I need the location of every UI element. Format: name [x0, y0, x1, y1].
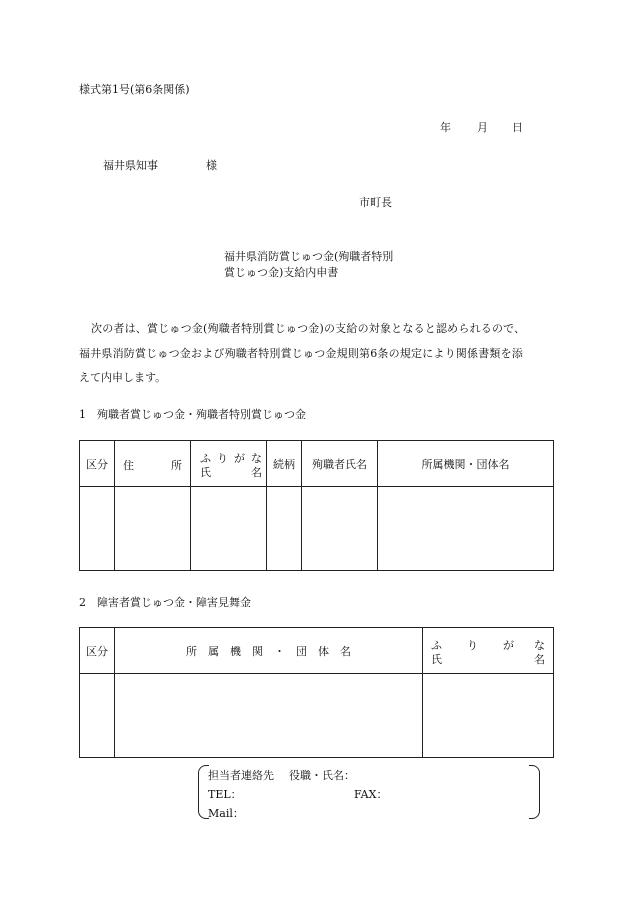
section2-table [79, 627, 554, 758]
section2-entry-row [80, 674, 554, 758]
affiliation-header-2: 所 属 機 関 ・ 団 体 名 [115, 628, 423, 674]
furigana-a: ふ [200, 451, 211, 465]
document-title-line2: 賞じゅつ金)支給内申書 [224, 266, 339, 279]
kubun-cell-2[interactable] [80, 674, 115, 758]
furigana2-d: な [534, 638, 545, 652]
form-number: 様式第1号(第6条関係) [79, 83, 190, 96]
contact-tel[interactable]: TEL： [208, 788, 242, 801]
sender-title: 市町長 [359, 196, 392, 209]
body-line-2: 福井県消防賞じゅつ金および殉職者特別賞じゅつ金規則第6条の規定により関係書類を添 [79, 347, 523, 360]
section1-heading: 1 殉職者賞じゅつ金・殉職者特別賞じゅつ金 [79, 408, 306, 421]
body-line-1: 次の者は、賞じゅつ金(殉職者特別賞じゅつ金)の支給の対象となると認められるので、 [91, 322, 526, 335]
name-a: 氏 [200, 465, 211, 479]
contact-fax[interactable]: FAX： [354, 788, 388, 801]
body-line-3: えて内申します。 [79, 371, 167, 384]
furigana-name-cell[interactable] [191, 487, 267, 571]
addressee-name: 福井県知事 [103, 159, 158, 172]
affiliation-cell-2[interactable] [115, 674, 423, 758]
deceased-name-cell[interactable] [302, 487, 378, 571]
section2-heading: 2 障害者賞じゅつ金・障害見舞金 [79, 596, 251, 609]
relation-header: 続柄 [267, 441, 302, 487]
contact-mail[interactable]: Mail： [208, 807, 244, 820]
date-day-label: 日 [512, 121, 523, 134]
relation-cell[interactable] [267, 487, 302, 571]
furigana-name-header-2 [423, 628, 554, 674]
name-b: 名 [251, 465, 262, 479]
date-year-label: 年 [440, 121, 451, 134]
contact-box [198, 765, 540, 819]
furigana2-a: ふ [431, 638, 442, 652]
document-title-line1: 福井県消防賞じゅつ金(殉職者特別 [224, 250, 394, 263]
name2-a: 氏 [431, 652, 442, 666]
furigana-b: り [217, 451, 228, 465]
furigana-d: な [251, 451, 262, 465]
section2-header-row [80, 628, 554, 674]
contact-position-name[interactable]: 役職・氏名： [289, 769, 355, 782]
address-header-a: 住 [123, 458, 134, 472]
kubun-cell[interactable] [80, 487, 115, 571]
deceased-name-header: 殉職者氏名 [302, 441, 378, 487]
address-header [115, 441, 191, 487]
addressee-honorific: 様 [206, 159, 217, 172]
section1-entry-row [80, 487, 554, 571]
section1-header-row [80, 441, 554, 487]
furigana2-b: り [467, 638, 478, 652]
contact-bracket-right [529, 765, 540, 819]
kubun-header-2: 区分 [80, 628, 115, 674]
furigana-name-cell-2[interactable] [423, 674, 554, 758]
contact-label: 担当者連絡先 [208, 769, 274, 782]
furigana2-c: が [503, 638, 514, 652]
affiliation-header: 所属機関・団体名 [378, 441, 554, 487]
address-cell[interactable] [115, 487, 191, 571]
kubun-header: 区分 [80, 441, 115, 487]
furigana-name-header [191, 441, 267, 487]
name2-b: 名 [534, 652, 545, 666]
section1-table [79, 440, 554, 571]
date-month-label: 月 [477, 121, 488, 134]
affiliation-cell[interactable] [378, 487, 554, 571]
address-header-b: 所 [171, 458, 182, 472]
furigana-c: が [234, 451, 245, 465]
